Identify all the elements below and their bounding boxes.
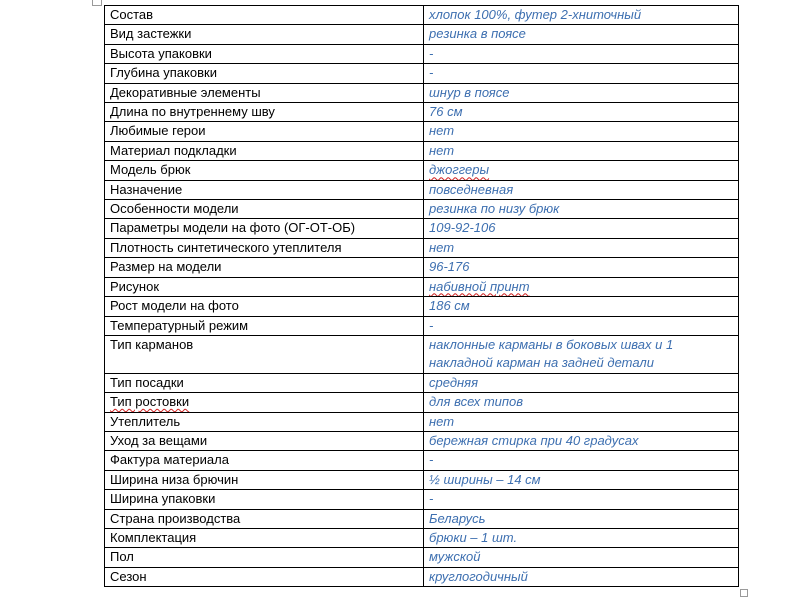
row-value: нет <box>424 238 739 257</box>
row-value: мужской <box>424 548 739 567</box>
row-value: средняя <box>424 373 739 392</box>
row-value: 96-176 <box>424 258 739 277</box>
row-value: нет <box>424 122 739 141</box>
row-value: ½ ширины – 14 см <box>424 470 739 489</box>
row-key: Рост модели на фото <box>105 297 424 316</box>
row-value: 76 см <box>424 103 739 122</box>
table-row <box>105 103 739 122</box>
table-row <box>105 335 739 373</box>
table-row <box>105 431 739 450</box>
table-row <box>105 161 739 180</box>
row-key: Ширина упаковки <box>105 490 424 509</box>
row-key: Утеплитель <box>105 412 424 431</box>
row-value: - <box>424 64 739 83</box>
table-row <box>105 238 739 257</box>
row-value: шнур в поясе <box>424 83 739 102</box>
table-row <box>105 141 739 160</box>
row-value: - <box>424 451 739 470</box>
row-key: Температурный режим <box>105 316 424 335</box>
table-row <box>105 412 739 431</box>
table-row <box>105 64 739 83</box>
table-row <box>105 6 739 25</box>
product-spec-table <box>104 5 739 587</box>
row-key: Параметры модели на фото (ОГ-ОТ-ОБ) <box>105 219 424 238</box>
row-key: Длина по внутреннему шву <box>105 103 424 122</box>
table-row <box>105 548 739 567</box>
row-value: 109-92-106 <box>424 219 739 238</box>
table-row <box>105 200 739 219</box>
table-row <box>105 567 739 586</box>
row-key: Декоративные элементы <box>105 83 424 102</box>
row-key: Плотность синтетического утеплителя <box>105 238 424 257</box>
row-value: бережная стирка при 40 градусах <box>424 431 739 450</box>
row-key: Тип карманов <box>105 335 424 373</box>
table-row <box>105 470 739 489</box>
row-value: 186 см <box>424 297 739 316</box>
row-key: Любимые герои <box>105 122 424 141</box>
row-value: - <box>424 490 739 509</box>
row-key: Модель брюк <box>105 161 424 180</box>
row-key: Комплектация <box>105 528 424 547</box>
row-key: Страна производства <box>105 509 424 528</box>
row-key: Состав <box>105 6 424 25</box>
row-key: Глубина упаковки <box>105 64 424 83</box>
row-key: Тип посадки <box>105 373 424 392</box>
row-key: Уход за вещами <box>105 431 424 450</box>
row-key: Назначение <box>105 180 424 199</box>
row-value: повседневная <box>424 180 739 199</box>
spellcheck-underline-text: джоггеры <box>429 162 490 178</box>
table-row <box>105 490 739 509</box>
table-row <box>105 297 739 316</box>
row-key: Фактура материала <box>105 451 424 470</box>
row-value: наклонные карманы в боковых швах и 1 накладной карман на задней детали <box>424 335 739 373</box>
table-row <box>105 180 739 199</box>
row-key: Материал подкладки <box>105 141 424 160</box>
spellcheck-underline-text: Тип ростовки <box>110 394 190 410</box>
row-key: Сезон <box>105 567 424 586</box>
row-key: Размер на модели <box>105 258 424 277</box>
row-key: Ширина низа брючин <box>105 470 424 489</box>
row-value: - <box>424 316 739 335</box>
table-move-handle[interactable] <box>92 0 102 6</box>
table-row <box>105 528 739 547</box>
row-value: Беларусь <box>424 509 739 528</box>
table-row <box>105 373 739 392</box>
table-row <box>105 277 739 296</box>
spellcheck-underline-text: набивной принт <box>429 278 530 294</box>
table-row <box>105 316 739 335</box>
row-value: нет <box>424 412 739 431</box>
row-value <box>424 277 739 296</box>
table-row <box>105 83 739 102</box>
table-row <box>105 219 739 238</box>
table-row <box>105 451 739 470</box>
table-row <box>105 122 739 141</box>
table-row <box>105 44 739 63</box>
row-key: Высота упаковки <box>105 44 424 63</box>
row-key: Особенности модели <box>105 200 424 219</box>
row-key: Пол <box>105 548 424 567</box>
row-value: круглогодичный <box>424 567 739 586</box>
row-value: брюки – 1 шт. <box>424 528 739 547</box>
table-row <box>105 25 739 44</box>
row-value: для всех типов <box>424 393 739 412</box>
row-value: нет <box>424 141 739 160</box>
row-value: хлопок 100%, футер 2-хниточный <box>424 6 739 25</box>
row-value: резинка по низу брюк <box>424 200 739 219</box>
row-value: - <box>424 44 739 63</box>
table-row <box>105 393 739 412</box>
row-key: Вид застежки <box>105 25 424 44</box>
table-row <box>105 258 739 277</box>
table-row <box>105 509 739 528</box>
row-key: Рисунок <box>105 277 424 296</box>
row-key <box>105 393 424 412</box>
row-value <box>424 161 739 180</box>
row-value: резинка в поясе <box>424 25 739 44</box>
